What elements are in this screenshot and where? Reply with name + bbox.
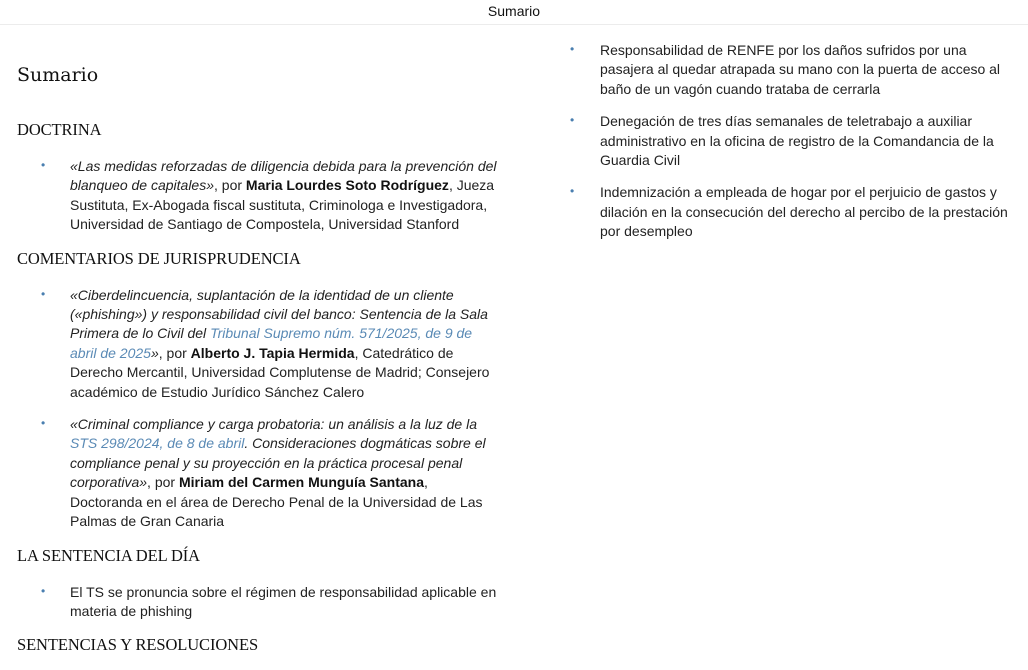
doctrina-list bbox=[17, 157, 497, 235]
author-affiliation: , Catedrático de Derecho Mercantil, Universidad Complutense de Madrid; Consejero académico de Estudio Jurídico Sánchez Calero bbox=[70, 344, 490, 400]
sentencias-list bbox=[570, 41, 1018, 242]
list-item[interactable]: • «Las medidas reforzadas de diligencia debida para la prevención del blanqueo de capitales», por Maria Lourdes Soto Rodríguez, Jueza Sustituta, Ex-Abogada fiscal sustituta, Criminologa e Investigadora, Universidad de Santiago de Compostela, Universidad Stanford bbox=[41, 158, 497, 233]
summary-right-column bbox=[570, 41, 1018, 242]
list-item[interactable] bbox=[17, 583, 497, 622]
comentarios-list bbox=[17, 286, 497, 532]
top-bar-title: Sumario bbox=[487, 3, 541, 19]
list-item-text[interactable]: Responsabilidad de RENFE por los daños sufridos por una pasajera al quedar atrapada su mano con la puerta de acceso al baño de un vagón cuando trataba de cerrarla bbox=[600, 42, 1001, 97]
citation-link[interactable]: Tribunal Supremo núm. 571/2025, de 9 de abril de 2025 bbox=[70, 325, 473, 361]
author-name: Alberto J. Tapia Hermida bbox=[190, 344, 355, 361]
bullet-icon: • bbox=[570, 184, 575, 199]
author-affiliation: , Doctoranda en el área de Derecho Penal de la Universidad de Las Palmas de Gran Canaria bbox=[70, 474, 483, 530]
list-item[interactable]: • «Criminal compliance y carga probatoria: un análisis a la luz de la STS 298/2024, de 8 de abril. Consideraciones dogmáticas sobre el compliance penal y su proyección en la práctica procesal penal corporativa», por Miriam del Carmen Munguía Santana, Doctoranda en el área de Derecho Penal de la Universidad de Las Palmas de Gran Canaria bbox=[41, 416, 486, 530]
bullet-icon: • bbox=[570, 113, 575, 128]
section-heading-doctrina: DOCTRINA bbox=[17, 120, 102, 139]
author-affiliation: , Jueza Sustituta, Ex-Abogada fiscal sustituta, Criminologa e Investigadora, Universidad de Santiago de Compostela, Universidad Stanford bbox=[70, 177, 495, 233]
article-title[interactable]: «Las medidas reforzadas de diligencia debida para la prevención del blanqueo de capitales» bbox=[70, 158, 497, 194]
bullet-icon: • bbox=[41, 416, 46, 431]
bullet-icon: • bbox=[41, 286, 46, 301]
list-item-text[interactable]: Denegación de tres días semanales de teletrabajo a auxiliar administrativo en la oficina de registro de la Comandancia de la Guardia Civil bbox=[600, 113, 994, 169]
author-name: Maria Lourdes Soto Rodríguez bbox=[245, 177, 449, 194]
section-heading-sentencia-dia: LA SENTENCIA DEL DÍA bbox=[17, 545, 200, 565]
list-item[interactable] bbox=[570, 112, 1018, 170]
bullet-icon: • bbox=[570, 42, 575, 56]
bullet-icon: • bbox=[41, 158, 46, 172]
section-heading-comentarios: COMENTARIOS DE JURISPRUDENCIA bbox=[17, 248, 301, 268]
page-title: Sumario bbox=[17, 64, 99, 86]
summary-left-column bbox=[17, 62, 497, 656]
citation-link[interactable]: STS 298/2024, de 8 de abril bbox=[70, 435, 245, 452]
section-heading-sentencias: SENTENCIAS Y RESOLUCIONES bbox=[17, 635, 259, 655]
list-item[interactable] bbox=[570, 41, 1018, 99]
bullet-icon: • bbox=[41, 583, 46, 598]
list-item[interactable]: • «Ciberdelincuencia, suplantación de la identidad de un cliente («phishing») y responsabilidad civil del banco: Sentencia de la Sala Primera de lo Civil del Tribunal Supremo núm. 571/2025, de 9 de abril de 2025», por Alberto J. Tapia Hermida, Catedrático de Derecho Mercantil, Universidad Complutense de Madrid; Consejero académico de Estudio Jurídico Sánchez Calero bbox=[41, 286, 490, 400]
sentencia-dia-list bbox=[17, 583, 497, 622]
author-name: Miriam del Carmen Munguía Santana bbox=[178, 474, 425, 491]
list-item-text[interactable]: El TS se pronuncia sobre el régimen de responsabilidad aplicable en materia de phishing bbox=[70, 583, 497, 619]
top-bar bbox=[0, 0, 1028, 25]
list-item-text[interactable]: Indemnización a empleada de hogar por el perjuicio de gastos y dilación en la consecución del derecho al percibo de la prestación por desempleo bbox=[600, 184, 1008, 240]
list-item[interactable] bbox=[570, 183, 1018, 241]
